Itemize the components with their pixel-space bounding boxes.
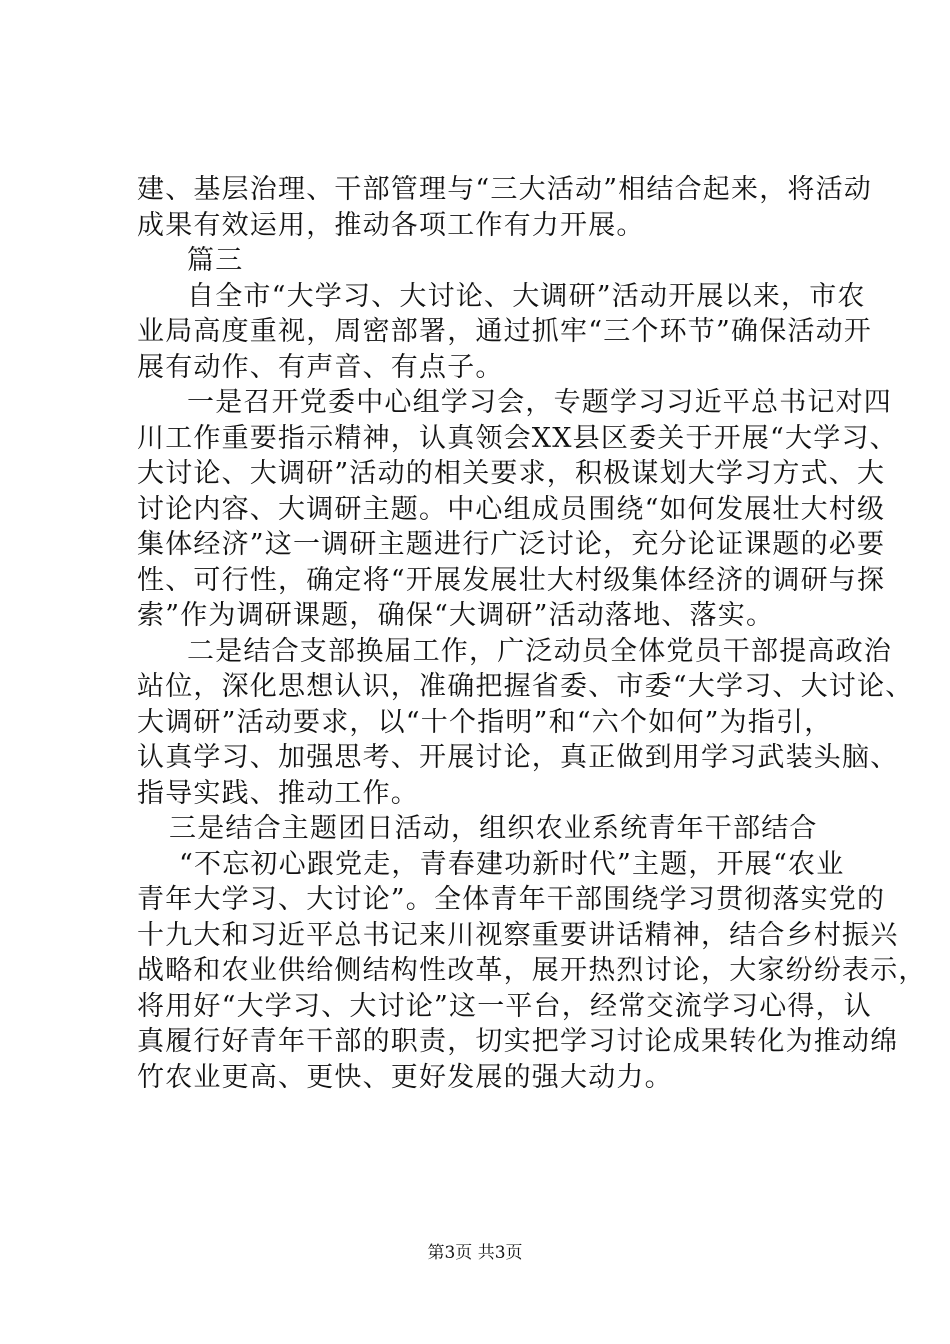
text-line: 集体经济”这一调研主题进行广泛讨论，充分论证课题的必要 (137, 529, 886, 560)
text-line: 业局高度重视，周密部署，通过抓牢“三个环节”确保活动开 (137, 316, 873, 347)
text-line: 川工作重要指示精神，认真领会XX县区委关于开展“大学习、 (137, 422, 898, 454)
section-heading: 篇三 (187, 245, 244, 276)
text-line: 性、可行性，确定将“开展发展壮大村级集体经济的调研与探 (137, 564, 886, 596)
text-line: 站位，深化思想认识，准确把握省委、市委“大学习、大讨论、 (137, 671, 914, 702)
text-line: 自全市“大学习、大讨论、大调研”活动开展以来，市农 (187, 280, 866, 312)
text-line: 二是结合支部换届工作，广泛动员全体党员干部提高政治 (187, 635, 892, 667)
text-line: 十九大和习近平总书记来川视察重要讲话精神，结合乡村振兴 (137, 919, 899, 951)
text-line: 大调研”活动要求，以“十个指明”和“六个如何”为指引， (137, 706, 833, 738)
text-line: “不忘初心跟党走，青春建功新时代”主题，开展“农业 (179, 848, 845, 880)
body-text (137, 172, 927, 1095)
text-line: 指导实践、推动工作。 (137, 777, 419, 809)
text-line: 将用好“大学习、大讨论”这一平台，经常交流学习心得，认 (137, 990, 873, 1022)
text-line: 大讨论、大调研”活动的相关要求，积极谋划大学习方式、大 (137, 458, 886, 489)
text-line: 展有动作、有声音、有点子。 (137, 351, 504, 383)
text-line: 成果有效运用，推动各项工作有力开展。 (137, 209, 645, 241)
text-line: 三是结合主题团日活动，组织农业系统青年干部结合 (169, 813, 818, 844)
text-line: 真履行好青年干部的职责，切实把学习讨论成果转化为推动绵 (137, 1026, 899, 1057)
text-line: 竹农业更高、更快、更好发展的强大动力。 (137, 1061, 673, 1093)
text-line: 一是召开党委中心组学习会，专题学习习近平总书记对四 (187, 387, 892, 418)
text-line: 认真学习、加强思考、开展讨论，真正做到用学习武装头脑、 (137, 742, 899, 773)
text-line: 青年大学习、大讨论”。全体青年干部围绕学习贯彻落实党的 (137, 884, 886, 915)
page-number: 第3页 共3页 (427, 1243, 523, 1263)
text-line: 索”作为调研课题，确保“大调研”活动落地、落实。 (137, 600, 775, 631)
text-line: 讨论内容、大调研主题。中心组成员围绕“如何发展壮大村级 (137, 493, 886, 525)
text-line: 战略和农业供给侧结构性改革，展开热烈讨论，大家纷纷表示， (137, 955, 927, 986)
text-line: 建、基层治理、干部管理与“三大活动”相结合起来，将活动 (137, 174, 873, 205)
